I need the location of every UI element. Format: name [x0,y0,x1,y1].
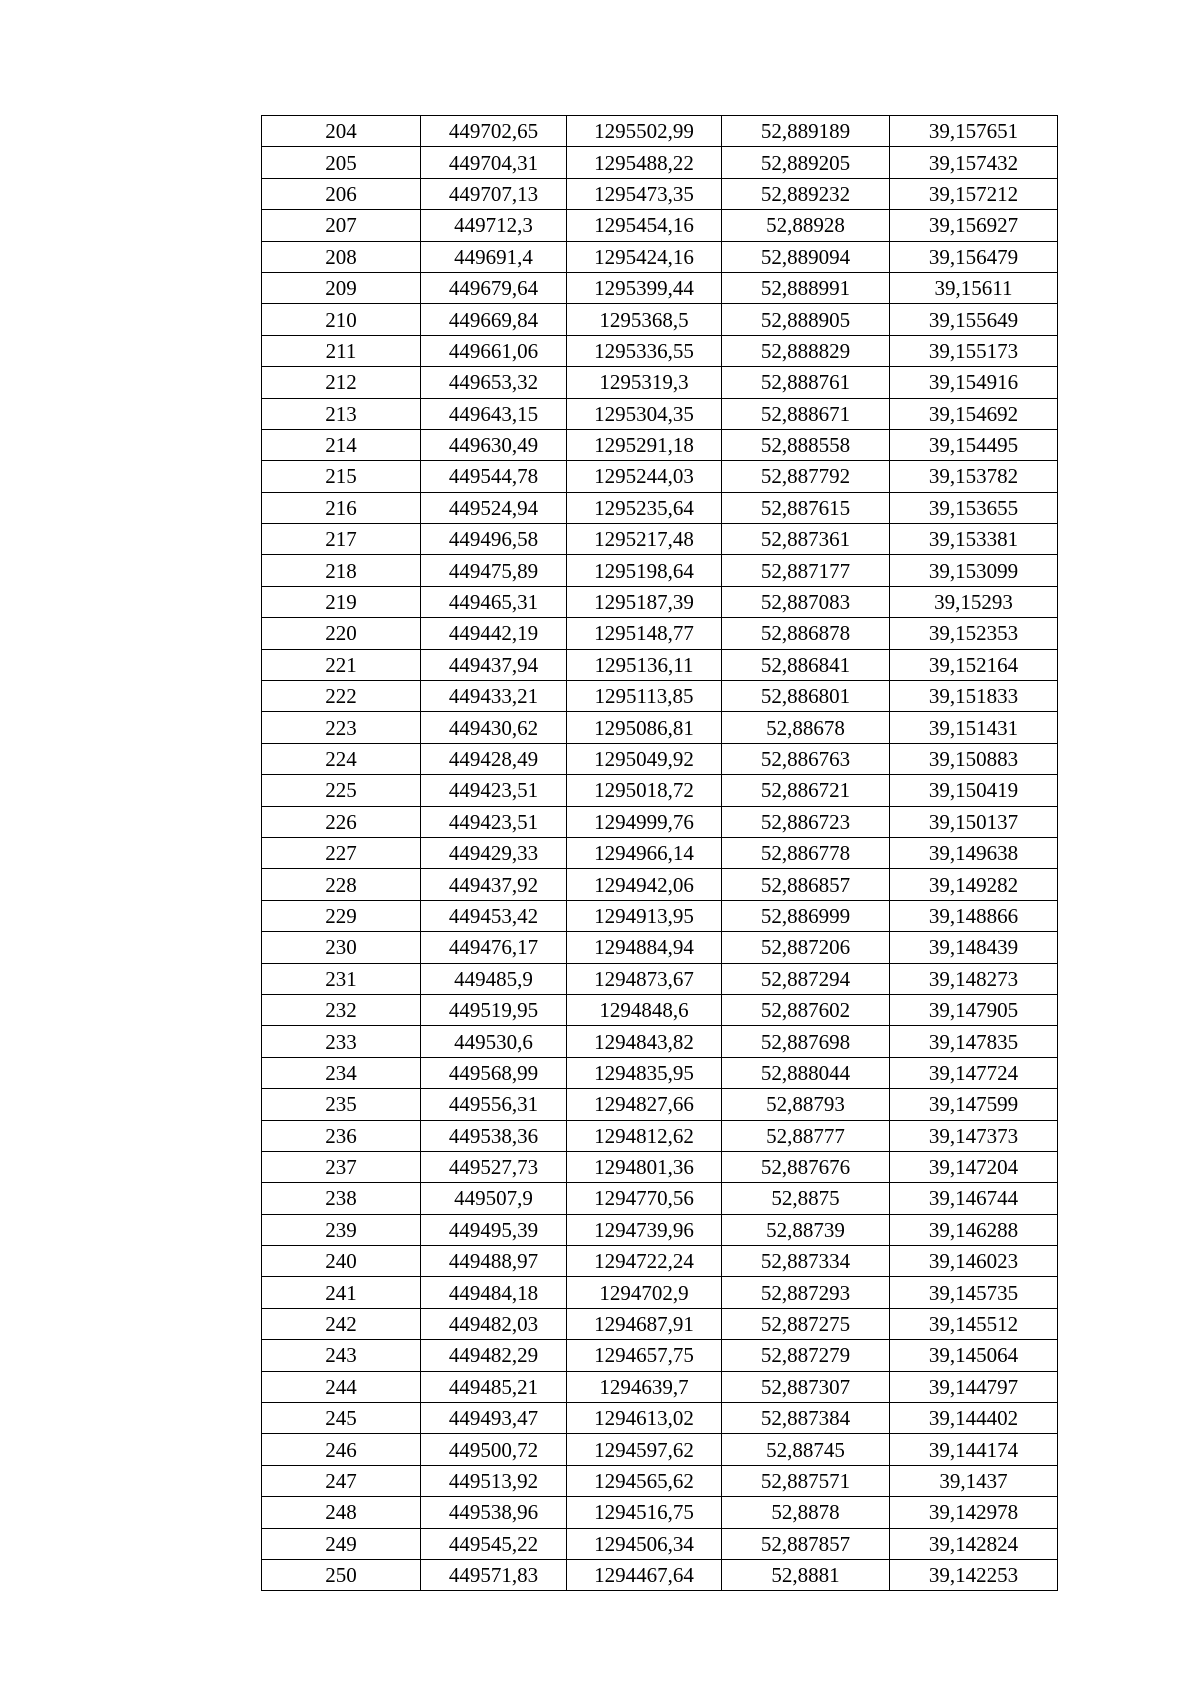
y-coordinate-cell: 1295304,35 [567,398,722,429]
longitude-cell: 39,155173 [890,335,1058,366]
y-coordinate-cell: 1294702,9 [567,1277,722,1308]
longitude-cell: 39,150137 [890,806,1058,837]
y-coordinate-cell: 1294722,24 [567,1246,722,1277]
y-coordinate-cell: 1294639,7 [567,1371,722,1402]
longitude-cell: 39,151833 [890,681,1058,712]
table-row [262,1559,1058,1590]
latitude-cell: 52,887177 [722,555,890,586]
longitude-cell: 39,151431 [890,712,1058,743]
y-coordinate-cell: 1294467,64 [567,1559,722,1590]
table-row [262,1371,1058,1402]
x-coordinate-cell: 449702,65 [421,116,567,147]
y-coordinate-cell: 1295399,44 [567,272,722,303]
longitude-cell: 39,148273 [890,963,1058,994]
x-coordinate-cell: 449538,96 [421,1497,567,1528]
point-number-cell: 224 [262,743,421,774]
latitude-cell: 52,887615 [722,492,890,523]
table-row [262,618,1058,649]
table-row [262,869,1058,900]
table-row [262,1089,1058,1120]
y-coordinate-cell: 1295424,16 [567,241,722,272]
table-row [262,241,1058,272]
longitude-cell: 39,155649 [890,304,1058,335]
latitude-cell: 52,8875 [722,1183,890,1214]
point-number-cell: 219 [262,586,421,617]
latitude-cell: 52,887083 [722,586,890,617]
table-row [262,429,1058,460]
point-number-cell: 244 [262,1371,421,1402]
y-coordinate-cell: 1294843,82 [567,1026,722,1057]
point-number-cell: 249 [262,1528,421,1559]
point-number-cell: 226 [262,806,421,837]
point-number-cell: 229 [262,900,421,931]
point-number-cell: 217 [262,524,421,555]
longitude-cell: 39,156479 [890,241,1058,272]
table-row [262,1465,1058,1496]
point-number-cell: 243 [262,1340,421,1371]
y-coordinate-cell: 1294884,94 [567,932,722,963]
point-number-cell: 214 [262,429,421,460]
x-coordinate-cell: 449476,17 [421,932,567,963]
longitude-cell: 39,154495 [890,429,1058,460]
y-coordinate-cell: 1294801,36 [567,1151,722,1182]
x-coordinate-cell: 449679,64 [421,272,567,303]
x-coordinate-cell: 449669,84 [421,304,567,335]
table-row [262,1497,1058,1528]
y-coordinate-cell: 1294848,6 [567,994,722,1025]
coordinates-table-body [262,116,1058,1591]
latitude-cell: 52,88739 [722,1214,890,1245]
latitude-cell: 52,888558 [722,429,890,460]
x-coordinate-cell: 449704,31 [421,147,567,178]
point-number-cell: 245 [262,1403,421,1434]
y-coordinate-cell: 1295368,5 [567,304,722,335]
table-row [262,1340,1058,1371]
y-coordinate-cell: 1294999,76 [567,806,722,837]
table-row [262,1026,1058,1057]
point-number-cell: 232 [262,994,421,1025]
table-row [262,1403,1058,1434]
longitude-cell: 39,156927 [890,210,1058,241]
y-coordinate-cell: 1295244,03 [567,461,722,492]
longitude-cell: 39,152353 [890,618,1058,649]
longitude-cell: 39,154692 [890,398,1058,429]
table-row [262,492,1058,523]
point-number-cell: 206 [262,178,421,209]
x-coordinate-cell: 449630,49 [421,429,567,460]
latitude-cell: 52,888905 [722,304,890,335]
latitude-cell: 52,88928 [722,210,890,241]
x-coordinate-cell: 449571,83 [421,1559,567,1590]
x-coordinate-cell: 449430,62 [421,712,567,743]
point-number-cell: 246 [262,1434,421,1465]
table-row [262,963,1058,994]
point-number-cell: 250 [262,1559,421,1590]
y-coordinate-cell: 1294827,66 [567,1089,722,1120]
longitude-cell: 39,1437 [890,1465,1058,1496]
latitude-cell: 52,88745 [722,1434,890,1465]
table-row [262,586,1058,617]
point-number-cell: 235 [262,1089,421,1120]
latitude-cell: 52,8881 [722,1559,890,1590]
latitude-cell: 52,886878 [722,618,890,649]
x-coordinate-cell: 449527,73 [421,1151,567,1182]
latitude-cell: 52,886723 [722,806,890,837]
latitude-cell: 52,888671 [722,398,890,429]
longitude-cell: 39,154916 [890,367,1058,398]
x-coordinate-cell: 449442,19 [421,618,567,649]
x-coordinate-cell: 449496,58 [421,524,567,555]
x-coordinate-cell: 449488,97 [421,1246,567,1277]
y-coordinate-cell: 1295187,39 [567,586,722,617]
table-row [262,178,1058,209]
table-row [262,398,1058,429]
point-number-cell: 234 [262,1057,421,1088]
y-coordinate-cell: 1295018,72 [567,775,722,806]
table-row [262,147,1058,178]
y-coordinate-cell: 1294597,62 [567,1434,722,1465]
y-coordinate-cell: 1295488,22 [567,147,722,178]
point-number-cell: 205 [262,147,421,178]
x-coordinate-cell: 449568,99 [421,1057,567,1088]
x-coordinate-cell: 449475,89 [421,555,567,586]
latitude-cell: 52,888829 [722,335,890,366]
latitude-cell: 52,886763 [722,743,890,774]
x-coordinate-cell: 449423,51 [421,775,567,806]
y-coordinate-cell: 1294506,34 [567,1528,722,1559]
table-row [262,932,1058,963]
y-coordinate-cell: 1295319,3 [567,367,722,398]
point-number-cell: 233 [262,1026,421,1057]
latitude-cell: 52,887361 [722,524,890,555]
y-coordinate-cell: 1294966,14 [567,837,722,868]
point-number-cell: 236 [262,1120,421,1151]
point-number-cell: 247 [262,1465,421,1496]
latitude-cell: 52,886999 [722,900,890,931]
x-coordinate-cell: 449465,31 [421,586,567,617]
x-coordinate-cell: 449453,42 [421,900,567,931]
latitude-cell: 52,889094 [722,241,890,272]
longitude-cell: 39,142253 [890,1559,1058,1590]
y-coordinate-cell: 1294835,95 [567,1057,722,1088]
point-number-cell: 209 [262,272,421,303]
point-number-cell: 211 [262,335,421,366]
point-number-cell: 221 [262,649,421,680]
longitude-cell: 39,150883 [890,743,1058,774]
coordinates-table [261,115,1058,1591]
latitude-cell: 52,887792 [722,461,890,492]
x-coordinate-cell: 449484,18 [421,1277,567,1308]
latitude-cell: 52,8878 [722,1497,890,1528]
x-coordinate-cell: 449428,49 [421,743,567,774]
latitude-cell: 52,887857 [722,1528,890,1559]
longitude-cell: 39,15293 [890,586,1058,617]
x-coordinate-cell: 449482,29 [421,1340,567,1371]
y-coordinate-cell: 1295113,85 [567,681,722,712]
longitude-cell: 39,15611 [890,272,1058,303]
longitude-cell: 39,144402 [890,1403,1058,1434]
table-row [262,837,1058,868]
longitude-cell: 39,149282 [890,869,1058,900]
latitude-cell: 52,88777 [722,1120,890,1151]
point-number-cell: 240 [262,1246,421,1277]
x-coordinate-cell: 449433,21 [421,681,567,712]
latitude-cell: 52,889205 [722,147,890,178]
table-row [262,712,1058,743]
x-coordinate-cell: 449513,92 [421,1465,567,1496]
point-number-cell: 210 [262,304,421,335]
latitude-cell: 52,886857 [722,869,890,900]
y-coordinate-cell: 1295235,64 [567,492,722,523]
y-coordinate-cell: 1294516,75 [567,1497,722,1528]
x-coordinate-cell: 449691,4 [421,241,567,272]
y-coordinate-cell: 1295148,77 [567,618,722,649]
table-row [262,1434,1058,1465]
x-coordinate-cell: 449482,03 [421,1308,567,1339]
longitude-cell: 39,142824 [890,1528,1058,1559]
x-coordinate-cell: 449485,9 [421,963,567,994]
latitude-cell: 52,887676 [722,1151,890,1182]
latitude-cell: 52,886841 [722,649,890,680]
longitude-cell: 39,153381 [890,524,1058,555]
point-number-cell: 213 [262,398,421,429]
y-coordinate-cell: 1294613,02 [567,1403,722,1434]
longitude-cell: 39,148439 [890,932,1058,963]
latitude-cell: 52,887571 [722,1465,890,1496]
x-coordinate-cell: 449545,22 [421,1528,567,1559]
latitude-cell: 52,886778 [722,837,890,868]
point-number-cell: 241 [262,1277,421,1308]
longitude-cell: 39,145512 [890,1308,1058,1339]
longitude-cell: 39,147724 [890,1057,1058,1088]
point-number-cell: 238 [262,1183,421,1214]
table-row [262,367,1058,398]
point-number-cell: 218 [262,555,421,586]
longitude-cell: 39,145735 [890,1277,1058,1308]
point-number-cell: 222 [262,681,421,712]
longitude-cell: 39,146744 [890,1183,1058,1214]
point-number-cell: 242 [262,1308,421,1339]
latitude-cell: 52,887698 [722,1026,890,1057]
latitude-cell: 52,88678 [722,712,890,743]
table-row [262,524,1058,555]
x-coordinate-cell: 449544,78 [421,461,567,492]
point-number-cell: 208 [262,241,421,272]
latitude-cell: 52,887384 [722,1403,890,1434]
x-coordinate-cell: 449712,3 [421,210,567,241]
table-row [262,1214,1058,1245]
latitude-cell: 52,888761 [722,367,890,398]
y-coordinate-cell: 1295136,11 [567,649,722,680]
table-row [262,1308,1058,1339]
table-row [262,775,1058,806]
y-coordinate-cell: 1294770,56 [567,1183,722,1214]
latitude-cell: 52,888991 [722,272,890,303]
point-number-cell: 225 [262,775,421,806]
longitude-cell: 39,145064 [890,1340,1058,1371]
table-row [262,681,1058,712]
latitude-cell: 52,887334 [722,1246,890,1277]
y-coordinate-cell: 1295473,35 [567,178,722,209]
point-number-cell: 230 [262,932,421,963]
x-coordinate-cell: 449661,06 [421,335,567,366]
y-coordinate-cell: 1294657,75 [567,1340,722,1371]
latitude-cell: 52,887602 [722,994,890,1025]
longitude-cell: 39,150419 [890,775,1058,806]
table-row [262,1057,1058,1088]
y-coordinate-cell: 1295049,92 [567,743,722,774]
latitude-cell: 52,886721 [722,775,890,806]
latitude-cell: 52,887275 [722,1308,890,1339]
longitude-cell: 39,147835 [890,1026,1058,1057]
table-row [262,649,1058,680]
y-coordinate-cell: 1295291,18 [567,429,722,460]
y-coordinate-cell: 1295217,48 [567,524,722,555]
longitude-cell: 39,149638 [890,837,1058,868]
point-number-cell: 227 [262,837,421,868]
latitude-cell: 52,88793 [722,1089,890,1120]
table-row [262,1277,1058,1308]
table-row [262,1151,1058,1182]
table-row [262,1528,1058,1559]
point-number-cell: 204 [262,116,421,147]
x-coordinate-cell: 449429,33 [421,837,567,868]
x-coordinate-cell: 449538,36 [421,1120,567,1151]
longitude-cell: 39,157432 [890,147,1058,178]
longitude-cell: 39,157212 [890,178,1058,209]
table-row [262,900,1058,931]
longitude-cell: 39,147599 [890,1089,1058,1120]
longitude-cell: 39,153099 [890,555,1058,586]
table-row [262,806,1058,837]
table-row [262,1120,1058,1151]
y-coordinate-cell: 1295454,16 [567,210,722,241]
point-number-cell: 223 [262,712,421,743]
y-coordinate-cell: 1295198,64 [567,555,722,586]
longitude-cell: 39,146023 [890,1246,1058,1277]
latitude-cell: 52,887294 [722,963,890,994]
point-number-cell: 228 [262,869,421,900]
point-number-cell: 231 [262,963,421,994]
x-coordinate-cell: 449556,31 [421,1089,567,1120]
longitude-cell: 39,142978 [890,1497,1058,1528]
longitude-cell: 39,146288 [890,1214,1058,1245]
x-coordinate-cell: 449507,9 [421,1183,567,1214]
point-number-cell: 237 [262,1151,421,1182]
table-row [262,335,1058,366]
longitude-cell: 39,152164 [890,649,1058,680]
longitude-cell: 39,147373 [890,1120,1058,1151]
latitude-cell: 52,889232 [722,178,890,209]
x-coordinate-cell: 449495,39 [421,1214,567,1245]
table-row [262,461,1058,492]
longitude-cell: 39,144174 [890,1434,1058,1465]
longitude-cell: 39,147204 [890,1151,1058,1182]
latitude-cell: 52,887279 [722,1340,890,1371]
latitude-cell: 52,889189 [722,116,890,147]
latitude-cell: 52,887293 [722,1277,890,1308]
latitude-cell: 52,886801 [722,681,890,712]
latitude-cell: 52,887307 [722,1371,890,1402]
y-coordinate-cell: 1295086,81 [567,712,722,743]
x-coordinate-cell: 449524,94 [421,492,567,523]
y-coordinate-cell: 1294942,06 [567,869,722,900]
y-coordinate-cell: 1294687,91 [567,1308,722,1339]
x-coordinate-cell: 449437,94 [421,649,567,680]
longitude-cell: 39,148866 [890,900,1058,931]
x-coordinate-cell: 449707,13 [421,178,567,209]
table-row [262,555,1058,586]
table-row [262,210,1058,241]
point-number-cell: 216 [262,492,421,523]
table-row [262,272,1058,303]
x-coordinate-cell: 449423,51 [421,806,567,837]
longitude-cell: 39,153782 [890,461,1058,492]
point-number-cell: 215 [262,461,421,492]
table-row [262,1246,1058,1277]
x-coordinate-cell: 449643,15 [421,398,567,429]
x-coordinate-cell: 449519,95 [421,994,567,1025]
y-coordinate-cell: 1294812,62 [567,1120,722,1151]
y-coordinate-cell: 1294873,67 [567,963,722,994]
longitude-cell: 39,144797 [890,1371,1058,1402]
x-coordinate-cell: 449500,72 [421,1434,567,1465]
table-row [262,304,1058,335]
y-coordinate-cell: 1294739,96 [567,1214,722,1245]
table-row [262,1183,1058,1214]
y-coordinate-cell: 1295336,55 [567,335,722,366]
point-number-cell: 248 [262,1497,421,1528]
longitude-cell: 39,157651 [890,116,1058,147]
x-coordinate-cell: 449530,6 [421,1026,567,1057]
longitude-cell: 39,153655 [890,492,1058,523]
table-row [262,743,1058,774]
y-coordinate-cell: 1294913,95 [567,900,722,931]
latitude-cell: 52,888044 [722,1057,890,1088]
point-number-cell: 220 [262,618,421,649]
longitude-cell: 39,147905 [890,994,1058,1025]
point-number-cell: 212 [262,367,421,398]
x-coordinate-cell: 449485,21 [421,1371,567,1402]
x-coordinate-cell: 449493,47 [421,1403,567,1434]
table-row [262,116,1058,147]
y-coordinate-cell: 1295502,99 [567,116,722,147]
x-coordinate-cell: 449653,32 [421,367,567,398]
latitude-cell: 52,887206 [722,932,890,963]
point-number-cell: 207 [262,210,421,241]
x-coordinate-cell: 449437,92 [421,869,567,900]
point-number-cell: 239 [262,1214,421,1245]
table-row [262,994,1058,1025]
y-coordinate-cell: 1294565,62 [567,1465,722,1496]
